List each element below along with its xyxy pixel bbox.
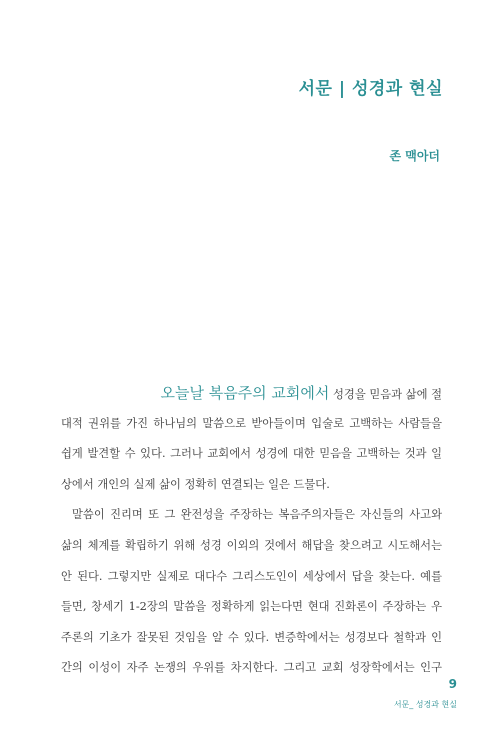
body-line: 대적 권위를 가진 하나님의 말씀으로 받아들이며 입술로 고백하는 사람들을: [61, 416, 442, 430]
running-footer: 서문_ 성경과 현실: [393, 700, 457, 709]
body-line: 쉽게 발견할 수 있다. 그러나 교회에서 성경에 대한 믿음을 고백하는 것과 일: [61, 447, 442, 461]
page-number: 9: [448, 677, 457, 691]
body-line: 말씀이 진리며 또 그 완전성을 주장하는 복음주의자들은 자신들의 사고와: [72, 508, 442, 522]
body-line: [61, 378, 442, 409]
body-line: 들면, 창세기 1-2장의 말씀을 정확하게 읽는다면 현대 진화론이 주장하는 우: [61, 600, 442, 614]
lead-phrase: 오늘날 복음주의 교회에서: [160, 384, 330, 402]
body-line: 삶의 체계를 확립하기 위해 성경 이외의 것에서 해답을 찾으려고 시도해서는: [61, 538, 442, 552]
body-line: 안 된다. 그렇지만 실제로 대다수 그리스도인이 세상에서 답을 찾는다. 예를: [61, 569, 442, 583]
chapter-title: 서문 | 성경과 현실: [298, 79, 443, 99]
author-name: 존 맥아더: [389, 149, 440, 163]
body-line-text: 성경을 믿음과 삶에 절: [333, 388, 442, 401]
body-line: 주론의 기초가 잘못된 것임을 알 수 있다. 변증학에서는 성경보다 철학과 인: [61, 630, 442, 644]
body-line: 간의 이성이 자주 논쟁의 우위를 차지한다. 그리고 교회 성장학에서는 인구: [61, 661, 442, 675]
body-text: [61, 378, 442, 684]
body-line: 상에서 개인의 실제 삶이 정확히 연결되는 일은 드물다.: [61, 477, 330, 491]
